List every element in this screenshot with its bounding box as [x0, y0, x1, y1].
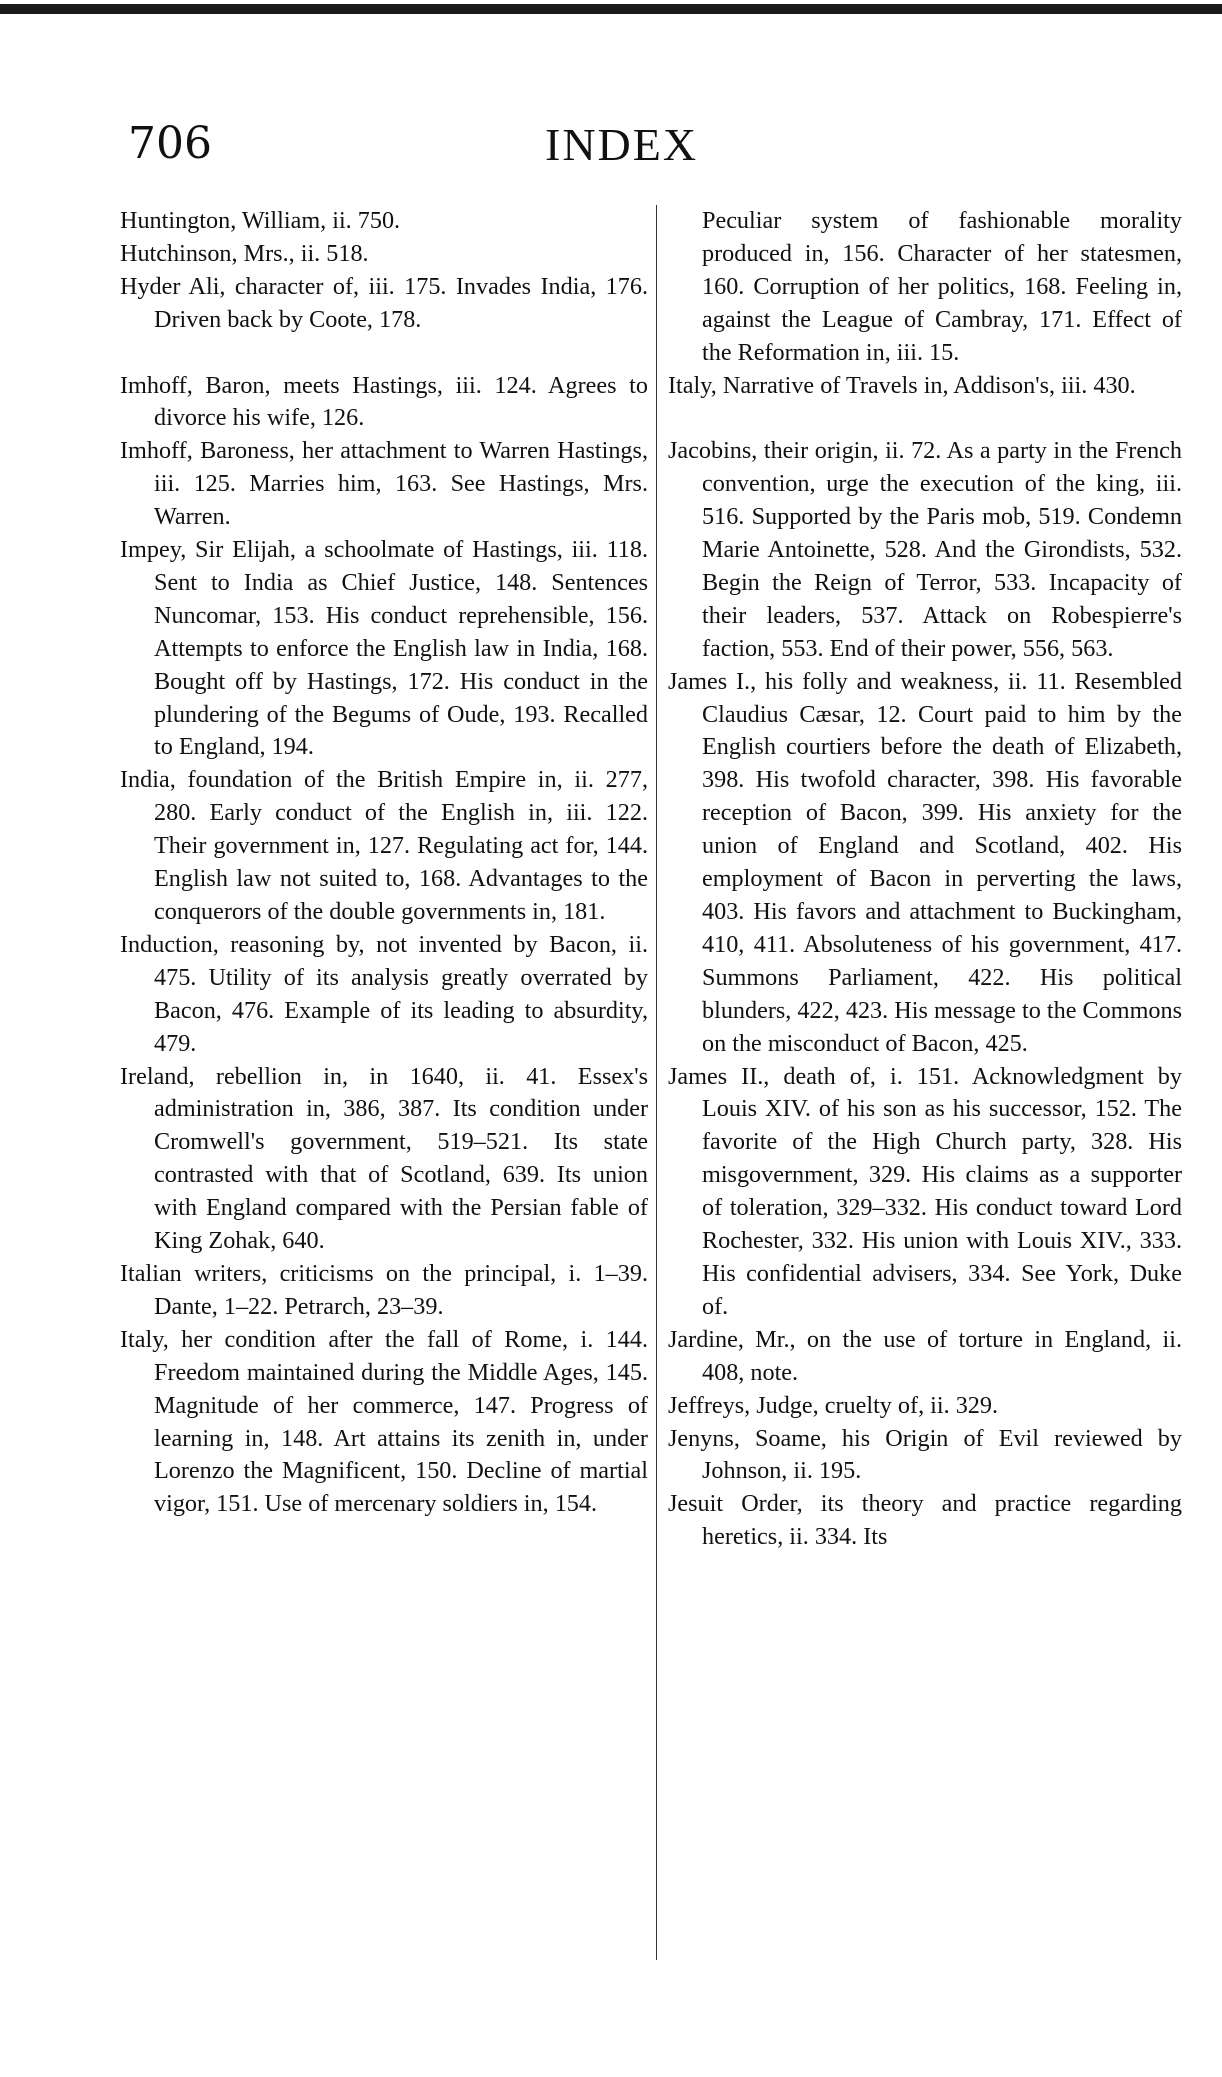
- index-entry: Imhoff, Baroness, her attachment to Warren Hastings, iii. 125. Marries him, 163. See Hastings, Mrs. Warren.: [120, 437, 648, 531]
- index-entry: Italian writers, criticisms on the principal, i. 1–39. Dante, 1–22. Petrarch, 23–39.: [120, 1259, 648, 1320]
- index-entry: Imhoff, Baron, meets Hastings, iii. 124. Agrees to divorce his wife, 126.: [120, 371, 648, 432]
- index-entry: James I., his folly and weakness, ii. 11. Resembled Claudius Cæsar, 12. Court paid to him by the English courtiers before the death of Elizabeth, 398. His twofold character, 398. His favorable reception of Bacon, 399. His anxiety for the union of England and Scotland, 402. His employment of Bacon in perverting the laws, 403. His favors and attachment to Buckingham, 410, 411. Absoluteness of his government, 417. Summons Parliament, 422. His political blunders, 422, 423. His message to the Commons on the misconduct of Bacon, 425.: [668, 667, 1182, 1057]
- index-entry: Jenyns, Soame, his Origin of Evil reviewed by Johnson, ii. 195.: [668, 1424, 1182, 1485]
- index-entry: Hutchinson, Mrs., ii. 518.: [120, 239, 369, 267]
- index-entry: India, foundation of the British Empire in, ii. 277, 280. Early conduct of the English in, iii. 122. Their government in, 127. Regulating act for, 144. English law not suited to, 168. Advantages to the conquerors of the double governments in, 181.: [120, 766, 648, 926]
- index-entry: James II., death of, i. 151. Acknowledgment by Louis XIV. of his son as his successor, 152. The favorite of the High Church party, 328. His misgovernment, 329. His claims as a supporter of toleration, 329–332. His conduct toward Lord Rochester, 332. His union with Louis XIV., 333. His confidential advisers, 334. See York, Duke of.: [668, 1062, 1182, 1320]
- entry-gap: [668, 402, 1182, 435]
- index-entry: Jacobins, their origin, ii. 72. As a party in the French convention, urge the execution of the king, iii. 516. Supported by the Paris mob, 519. Condemn Marie Antoinette, 528. And the Girondists, 532. Begin the Reign of Terror, 533. Incapacity of their leaders, 537. Attack on Robespierre's faction, 553. End of their power, 556, 563.: [668, 437, 1182, 662]
- index-entry: Induction, reasoning by, not invented by Bacon, ii. 475. Utility of its analysis greatly overrated by Bacon, 476. Example of its leading to absurdity, 479.: [120, 930, 648, 1057]
- index-entry: Italy, her condition after the fall of Rome, i. 144. Freedom maintained during the Middle Ages, 145. Magnitude of her commerce, 147. Progress of learning in, 148. Art attains its zenith in, under Lorenzo the Magnificent, 150. Decline of martial vigor, 151. Use of mercenary soldiers in, 154.: [120, 1325, 648, 1518]
- index-column-left: [120, 205, 648, 1521]
- entry-gap: [120, 337, 648, 370]
- page-header: [0, 118, 1222, 178]
- column-divider: [656, 205, 657, 1960]
- index-entry: Peculiar system of fashionable morality produced in, 156. Character of her statesmen, 160. Corruption of her politics, 168. Feeling in, against the League of Cambray, 171. Effect of the Reformation in, iii. 15.: [702, 207, 1182, 366]
- page-number: 706: [128, 118, 212, 169]
- index-entry: Impey, Sir Elijah, a schoolmate of Hastings, iii. 118. Sent to India as Chief Justice, 148. Sentences Nuncomar, 153. His conduct reprehensible, 156. Attempts to enforce the English law in India, 168. Bought off by Hastings, 172. His conduct in the plundering of the Begums of Oude, 193. Recalled to England, 194.: [120, 536, 648, 761]
- page-title: INDEX: [545, 119, 699, 170]
- index-entry: Huntington, William, ii. 750.: [120, 207, 401, 234]
- top-rule: [0, 4, 1222, 14]
- index-entry: Italy, Narrative of Travels in, Addison's, iii. 430.: [668, 371, 1136, 399]
- index-column-right: [668, 205, 1182, 1554]
- index-entry: Ireland, rebellion in, in 1640, ii. 41. Essex's administration in, 386, 387. Its condition under Cromwell's government, 519–521. Its state contrasted with that of Scotland, 639. Its union with England compared with the Persian fable of King Zohak, 640.: [120, 1062, 648, 1255]
- index-entry: Jesuit Order, its theory and practice regarding heretics, ii. 334. Its: [668, 1490, 1182, 1551]
- index-entry: Jeffreys, Judge, cruelty of, ii. 329.: [668, 1391, 999, 1419]
- index-entry: Jardine, Mr., on the use of torture in England, ii. 408, note.: [668, 1325, 1182, 1386]
- index-entry: Hyder Ali, character of, iii. 175. Invades India, 176. Driven back by Coote, 178.: [120, 272, 648, 333]
